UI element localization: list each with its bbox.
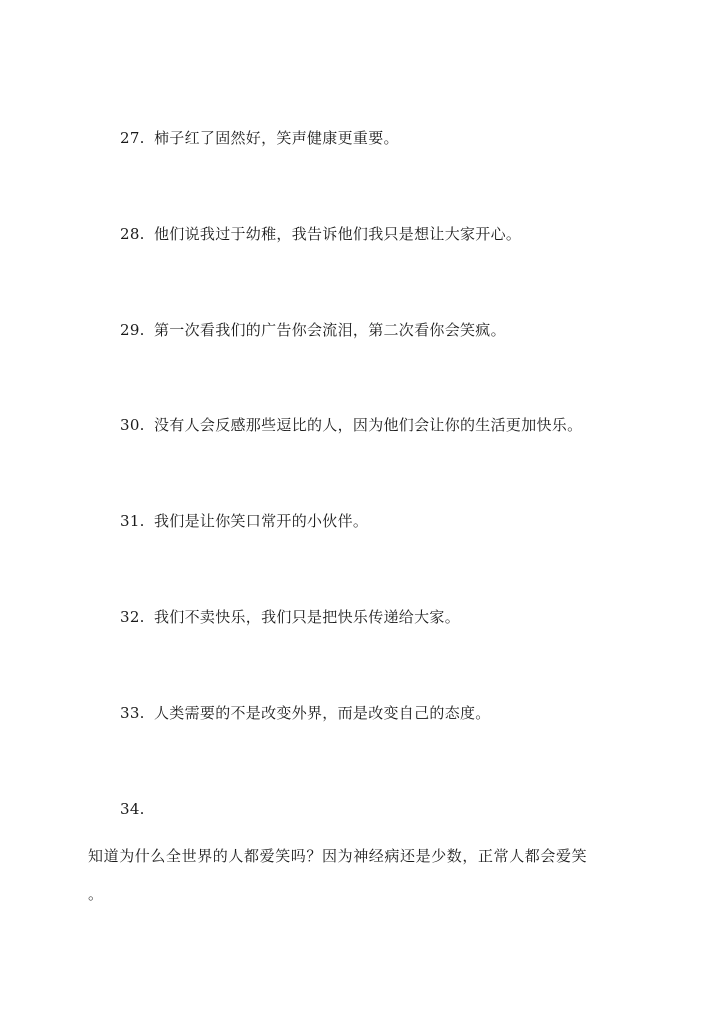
item-34-text-line-2: 。 [88,885,104,903]
item-number: 32. [120,608,145,626]
item-text: 我们不卖快乐，我们只是把快乐传递给大家。 [154,608,461,626]
item-number: 27. [120,129,145,147]
list-item [120,703,491,723]
item-text: 柿子红了固然好，笑声健康更重要。 [154,129,399,147]
item-number: 29. [120,321,145,339]
item-text: 人类需要的不是改变外界，而是改变自己的态度。 [154,704,491,722]
list-item [120,128,399,148]
item-number: 34. [120,800,145,818]
item-number: 30. [120,416,145,434]
item-text: 没有人会反感那些逗比的人，因为他们会让你的生活更加快乐。 [154,416,583,434]
list-item [120,799,154,819]
item-text: 第一次看我们的广告你会流泪，第二次看你会笑疯。 [154,321,506,339]
list-item [120,320,506,340]
list-item [120,415,582,435]
item-number: 28. [120,225,145,243]
list-item [120,607,460,627]
item-text: 他们说我过于幼稚，我告诉他们我只是想让大家开心。 [154,225,522,243]
list-item [120,224,521,244]
item-text: 我们是让你笑口常开的小伙伴。 [154,512,369,530]
item-number: 31. [120,512,145,530]
list-item [120,511,368,531]
item-number: 33. [120,704,145,722]
item-34-text-line-1: 知道为什么全世界的人都爱笑吗？因为神经病还是少数，正常人都会爱笑 [88,847,588,865]
